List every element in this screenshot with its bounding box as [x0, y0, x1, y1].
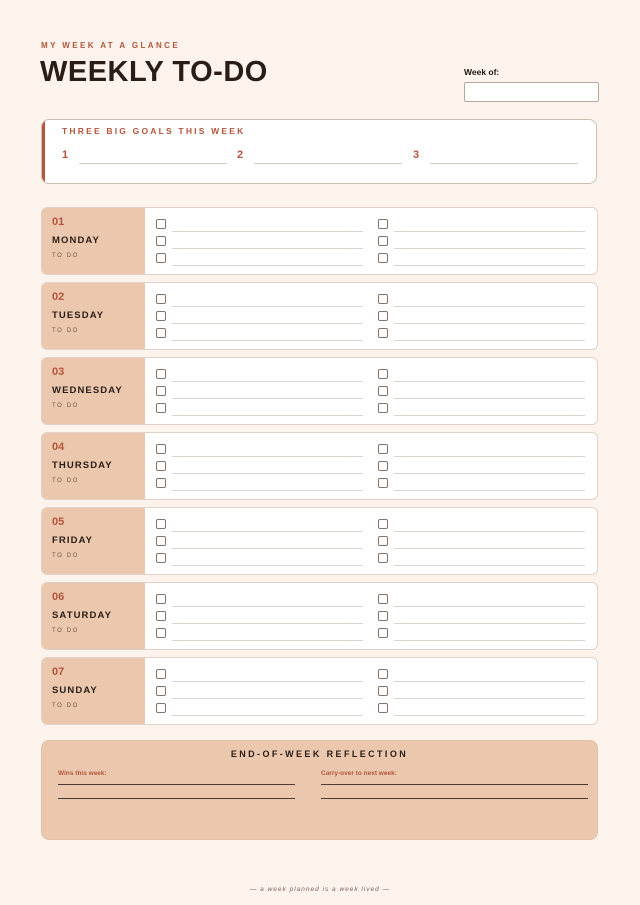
task-checkbox[interactable] — [378, 669, 388, 679]
goals-accent-bar — [42, 120, 45, 183]
task-line[interactable] — [172, 340, 363, 341]
day-sidebar — [42, 583, 145, 649]
carry-over-label: Carry-over to next week: — [321, 770, 397, 777]
reflection-title: END-OF-WEEK REFLECTION — [230, 749, 409, 759]
goal-field-2[interactable] — [254, 163, 402, 164]
task-checkbox[interactable] — [378, 444, 388, 454]
goals-card — [41, 119, 597, 184]
task-checkbox[interactable] — [378, 328, 388, 338]
day-number: 06 — [52, 591, 65, 603]
day-card-1 — [41, 282, 598, 350]
day-name: MONDAY — [52, 235, 100, 246]
day-sidebar — [42, 208, 145, 274]
task-line[interactable] — [394, 415, 585, 416]
task-line[interactable] — [394, 548, 585, 549]
task-line[interactable] — [172, 398, 363, 399]
day-name: TUESDAY — [52, 310, 105, 321]
day-number: 02 — [52, 291, 65, 303]
task-line[interactable] — [172, 323, 363, 324]
task-line[interactable] — [172, 623, 363, 624]
task-line[interactable] — [394, 248, 585, 249]
task-line[interactable] — [172, 490, 363, 491]
task-checkbox[interactable] — [378, 536, 388, 546]
task-checkbox[interactable] — [156, 253, 166, 263]
day-number: 05 — [52, 516, 65, 528]
task-line[interactable] — [394, 340, 585, 341]
goal-field-1[interactable] — [79, 163, 227, 164]
task-checkbox[interactable] — [378, 369, 388, 379]
task-line[interactable] — [394, 640, 585, 641]
task-line[interactable] — [394, 490, 585, 491]
day-number: 03 — [52, 366, 65, 378]
task-checkbox[interactable] — [378, 253, 388, 263]
page-title: WEEKLY TO-DO — [40, 56, 268, 88]
task-line[interactable] — [172, 565, 363, 566]
task-line[interactable] — [172, 715, 363, 716]
task-checkbox[interactable] — [156, 444, 166, 454]
task-line[interactable] — [172, 231, 363, 232]
task-checkbox[interactable] — [156, 686, 166, 696]
task-line[interactable] — [394, 456, 585, 457]
goals-title: THREE BIG GOALS THIS WEEK — [62, 126, 246, 136]
task-checkbox[interactable] — [156, 628, 166, 638]
task-checkbox[interactable] — [378, 553, 388, 563]
task-checkbox[interactable] — [378, 311, 388, 321]
day-number: 04 — [52, 441, 65, 453]
task-line[interactable] — [172, 381, 363, 382]
task-line[interactable] — [172, 473, 363, 474]
goal-number-2: 2 — [237, 149, 244, 161]
task-checkbox[interactable] — [378, 686, 388, 696]
day-number: 07 — [52, 666, 65, 678]
task-checkbox[interactable] — [378, 478, 388, 488]
task-checkbox[interactable] — [378, 236, 388, 246]
task-line[interactable] — [394, 306, 585, 307]
task-checkbox[interactable] — [378, 594, 388, 604]
day-number: 01 — [52, 216, 65, 228]
task-line[interactable] — [172, 265, 363, 266]
task-line[interactable] — [172, 248, 363, 249]
task-checkbox[interactable] — [378, 628, 388, 638]
day-card-0 — [41, 207, 598, 275]
day-name: WEDNESDAY — [52, 385, 123, 396]
task-line[interactable] — [172, 306, 363, 307]
task-checkbox[interactable] — [156, 403, 166, 413]
task-line[interactable] — [394, 606, 585, 607]
task-checkbox[interactable] — [156, 461, 166, 471]
day-card-2 — [41, 357, 598, 425]
task-checkbox[interactable] — [156, 594, 166, 604]
task-line[interactable] — [172, 640, 363, 641]
task-line[interactable] — [394, 698, 585, 699]
day-subtitle: TO DO — [52, 703, 79, 709]
eyebrow: MY WEEK AT A GLANCE — [41, 41, 181, 50]
task-checkbox[interactable] — [378, 461, 388, 471]
task-checkbox[interactable] — [378, 219, 388, 229]
task-checkbox[interactable] — [378, 294, 388, 304]
day-sidebar — [42, 658, 145, 724]
day-name: SUNDAY — [52, 685, 98, 696]
task-line[interactable] — [394, 565, 585, 566]
day-subtitle: TO DO — [52, 478, 79, 484]
day-name: FRIDAY — [52, 535, 94, 546]
task-checkbox[interactable] — [156, 311, 166, 321]
task-line[interactable] — [394, 323, 585, 324]
task-checkbox[interactable] — [156, 669, 166, 679]
day-name: THURSDAY — [52, 460, 113, 471]
goal-number-1: 1 — [62, 149, 69, 161]
footer-quote: — a week planned is a week lived — — [249, 886, 391, 893]
task-line[interactable] — [394, 231, 585, 232]
wins-line-2[interactable] — [58, 798, 295, 799]
task-line[interactable] — [394, 381, 585, 382]
task-checkbox[interactable] — [156, 519, 166, 529]
day-card-4 — [41, 507, 598, 575]
task-line[interactable] — [394, 473, 585, 474]
day-card-3 — [41, 432, 598, 500]
day-sidebar — [42, 358, 145, 424]
task-checkbox[interactable] — [156, 236, 166, 246]
task-checkbox[interactable] — [378, 611, 388, 621]
task-line[interactable] — [394, 265, 585, 266]
day-card-5 — [41, 582, 598, 650]
day-subtitle: TO DO — [52, 253, 79, 259]
task-line[interactable] — [394, 531, 585, 532]
task-checkbox[interactable] — [156, 386, 166, 396]
day-subtitle: TO DO — [52, 553, 79, 559]
task-checkbox[interactable] — [378, 703, 388, 713]
week-of-field[interactable] — [464, 82, 599, 102]
day-subtitle: TO DO — [52, 403, 79, 409]
reflection-card — [41, 740, 598, 840]
task-checkbox[interactable] — [156, 328, 166, 338]
task-checkbox[interactable] — [156, 478, 166, 488]
day-card-6 — [41, 657, 598, 725]
task-checkbox[interactable] — [156, 611, 166, 621]
task-checkbox[interactable] — [378, 519, 388, 529]
task-line[interactable] — [394, 623, 585, 624]
goal-number-3: 3 — [413, 149, 420, 161]
task-checkbox[interactable] — [156, 703, 166, 713]
task-checkbox[interactable] — [156, 536, 166, 546]
day-sidebar — [42, 283, 145, 349]
task-line[interactable] — [172, 606, 363, 607]
task-checkbox[interactable] — [156, 294, 166, 304]
day-subtitle: TO DO — [52, 328, 79, 334]
week-of-label: Week of: — [464, 67, 500, 77]
wins-line-1[interactable] — [58, 784, 295, 785]
day-sidebar — [42, 508, 145, 574]
wins-label: Wins this week: — [58, 770, 107, 777]
day-subtitle: TO DO — [52, 628, 79, 634]
task-line[interactable] — [172, 415, 363, 416]
task-line[interactable] — [172, 698, 363, 699]
task-line[interactable] — [172, 681, 363, 682]
task-checkbox[interactable] — [156, 219, 166, 229]
task-line[interactable] — [394, 398, 585, 399]
day-sidebar — [42, 433, 145, 499]
task-checkbox[interactable] — [378, 403, 388, 413]
task-line[interactable] — [394, 681, 585, 682]
task-line[interactable] — [172, 456, 363, 457]
carry-over-line-2[interactable] — [321, 798, 588, 799]
goal-field-3[interactable] — [430, 163, 578, 164]
day-name: SATURDAY — [52, 610, 113, 621]
task-line[interactable] — [172, 531, 363, 532]
carry-over-line-1[interactable] — [321, 784, 588, 785]
task-line[interactable] — [172, 548, 363, 549]
task-line[interactable] — [394, 715, 585, 716]
task-checkbox[interactable] — [378, 386, 388, 396]
task-checkbox[interactable] — [156, 369, 166, 379]
task-checkbox[interactable] — [156, 553, 166, 563]
